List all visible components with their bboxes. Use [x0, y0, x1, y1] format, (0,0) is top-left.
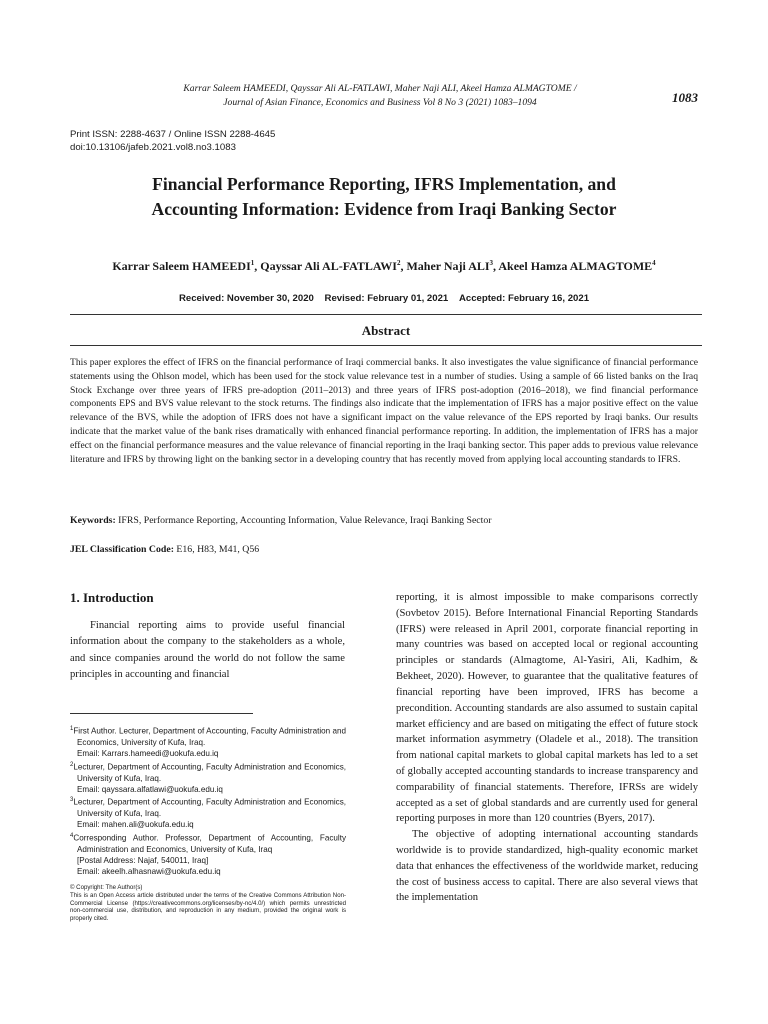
issn-line: Print ISSN: 2288-4637 / Online ISSN 2288-4645 — [70, 129, 276, 140]
author-name: Qayssar Ali AL-FATLAWI — [260, 259, 397, 273]
intro-paragraph-right-2: The objective of adopting international accounting standards worldwide is to provide standardized, high-quality economic market data that enhances the effectiveness of the worldwide market, reducing the cost of business access to capital. There are also several views that the implementation — [396, 829, 698, 904]
intro-right-column — [396, 590, 698, 906]
issn-block — [70, 128, 275, 154]
title-line-1: Financial Performance Reporting, IFRS Implementation, and — [152, 174, 616, 194]
doi-line: doi:10.13106/jafeb.2021.vol8.no3.1083 — [70, 142, 236, 153]
intro-paragraph-right-1: reporting, it is almost impossible to make comparisons correctly (Sovbetov 2015). Before International Financial Reporting Standards (IFRS) were released in April 2001, corporate financial reporting in many countries was based on accepted local or regional accounting principles or standards (Almagtome, Al-Yasiri, Ali, Kadhim, & Bekheet, 2020). However, to guarantee that the qualitative features of financial reporting have been improved, IFRS has become a precondition. Accounting standards are also assumed to sustain capital market efficiency and are based on mitigating the effect of future stock market information asymmetry (Oladele et al., 2018). The transition from national capital markets to global capital markets has led to a set of globally accepted accounting standards to increase transparency and comparability of financial statements. Therefore, IFRSs are widely accepted as a set of global standards and are currently used for general reporting purposes in more than 120 countries (Byers, 2017). — [396, 592, 698, 825]
paper-title — [60, 172, 708, 222]
author-name: Karrar Saleem HAMEEDI — [112, 259, 251, 273]
footnote-mark: 2 — [70, 761, 74, 768]
accepted-date: Accepted: February 16, 2021 — [458, 293, 590, 304]
author-affiliation-mark: 2 — [396, 259, 401, 267]
author-affiliation-mark: 3 — [489, 259, 494, 267]
abstract-bottom-rule — [70, 345, 702, 346]
footnote-separator — [70, 713, 253, 714]
abstract-text: This paper explores the effect of IFRS on the financial performance of Iraqi commercial banks. It also investigates the value significance of financial performance statements using the Ohlson model, which has been used for the stock value relevance test in a number of studies. Using a sample of 66 listed banks on the Iraq Stock Exchange over three years of IFRS pre-adoption (2011–2013) and three years of IFRS post-adoption (2016–2018), we find financial performance components EPS and BVS value relevant to the stock returns. The findings also indicate that the implementation of IFRS has a major positive effect on the value relevance of the BVS, while the adoption of IFRS does not have a significant impact on the value relevance of the EPS reported by Iraqi banks. Our results indicate that the market value of the bank rises dramatically with enhanced financial performance reporting. In addition, the implementation of IFRS has a major effect on the financial performance measures and the value relevance of financial reporting in the Iraqi banking sector. This paper adds to previous value relevance literature and IFRS by throwing light on the banking sector in a developing country that has recently moved from applying local accounting standards to IFRS. — [70, 357, 698, 465]
abstract-heading: Abstract — [361, 323, 411, 338]
abstract-top-rule — [70, 314, 702, 315]
author-list: Karrar Saleem HAMEEDI$^1$, Qayssar Ali AL-FATLAWI$^2$, Maher Naji ALI$^3$, Akeel Hamza ALMAGTOME$^4$ — [112, 259, 656, 273]
running-head — [130, 82, 630, 110]
keywords-text: IFRS, Performance Reporting, Accounting Information, Value Relevance, Iraqi Banking Sector — [115, 515, 492, 526]
footnote-email: Email: akeelh.alhasnawi@uokufa.edu.iq — [77, 867, 221, 877]
footnote-mark: 4 — [70, 832, 74, 839]
jel-codes — [70, 544, 698, 555]
footnote-postal-address: [Postal Address: Najaf, 540011, Iraq] — [77, 856, 209, 866]
footnote-item — [70, 831, 346, 878]
footnote-email: Email: qayssara.alfatlawi@uokufa.edu.iq — [77, 784, 223, 794]
keywords — [70, 515, 698, 526]
page-number: 1083 — [672, 90, 698, 105]
footnote-email: Email: Karrars.hameedi@uokufa.edu.iq — [77, 749, 219, 759]
title-line-2: Accounting Information: Evidence from Iraqi Banking Sector — [151, 199, 617, 219]
revised-date: Revised: February 01, 2021 — [324, 293, 449, 304]
submission-dates — [60, 293, 708, 304]
intro-paragraph-left: Financial reporting aims to provide useful financial information about the company to the stakeholders as a whole, and since companies around the world do not follow the same principles in accounting and financial — [70, 620, 345, 680]
author-affiliation-mark: 4 — [652, 259, 656, 267]
author-affiliation-mark: 1 — [250, 259, 255, 267]
running-head-journal: Journal of Asian Finance, Economics and Business Vol 8 No 3 (2021) 1083–1094 — [223, 97, 537, 108]
footnotes — [70, 724, 346, 878]
footnote-text: Lecturer, Department of Accounting, Faculty Administration and Economics, University of Kufa, Iraq. — [73, 762, 346, 783]
license-notice — [70, 884, 346, 923]
footnote-mark: 1 — [70, 726, 74, 732]
footnote-text: First Author. Lecturer, Department of Accounting, Faculty Administration and Economics, University of Kufa, Iraq. — [73, 726, 346, 747]
author-name: Akeel Hamza ALMAGTOME — [498, 259, 653, 273]
copyright-line: © Copyright: The Author(s) — [70, 884, 143, 891]
keywords-label: Keywords: — [70, 515, 116, 526]
footnote-item — [70, 795, 346, 831]
jel-text: E16, H83, M41, Q56 — [173, 544, 260, 555]
footnote-item — [70, 760, 346, 796]
footnote-text: Lecturer, Department of Accounting, Faculty Administration and Economics, University of Kufa, Iraq. — [73, 797, 346, 819]
section-heading-introduction: 1. Introduction — [70, 590, 154, 605]
footnote-item — [70, 724, 346, 760]
footnote-text: Corresponding Author. Professor, Department of Accounting, Faculty Administration and Economics, University of Kufa, Iraq — [73, 833, 346, 854]
author-name: Maher Naji ALI — [406, 259, 490, 273]
license-text: This is an Open Access article distributed under the terms of the Creative Commons Attribution Non-Commercial License (https://creativecommons.org/licenses/by-nc/4.0/) which permits unrestricted non-commercial use, distribution, and reproduction in any medium, provided the original work is properly cited. — [70, 891, 346, 923]
footnote-mark: 3 — [70, 797, 74, 804]
jel-label: JEL Classification Code: — [70, 544, 174, 555]
running-head-authors: Karrar Saleem HAMEEDI, Qayssar Ali AL-FATLAWI, Maher Naji ALI, Akeel Hamza ALMAGTOME / — [183, 83, 577, 94]
footnote-email: Email: mahen.ali@uokufa.edu.iq — [77, 820, 194, 830]
received-date: Received: November 30, 2020 — [178, 293, 314, 304]
